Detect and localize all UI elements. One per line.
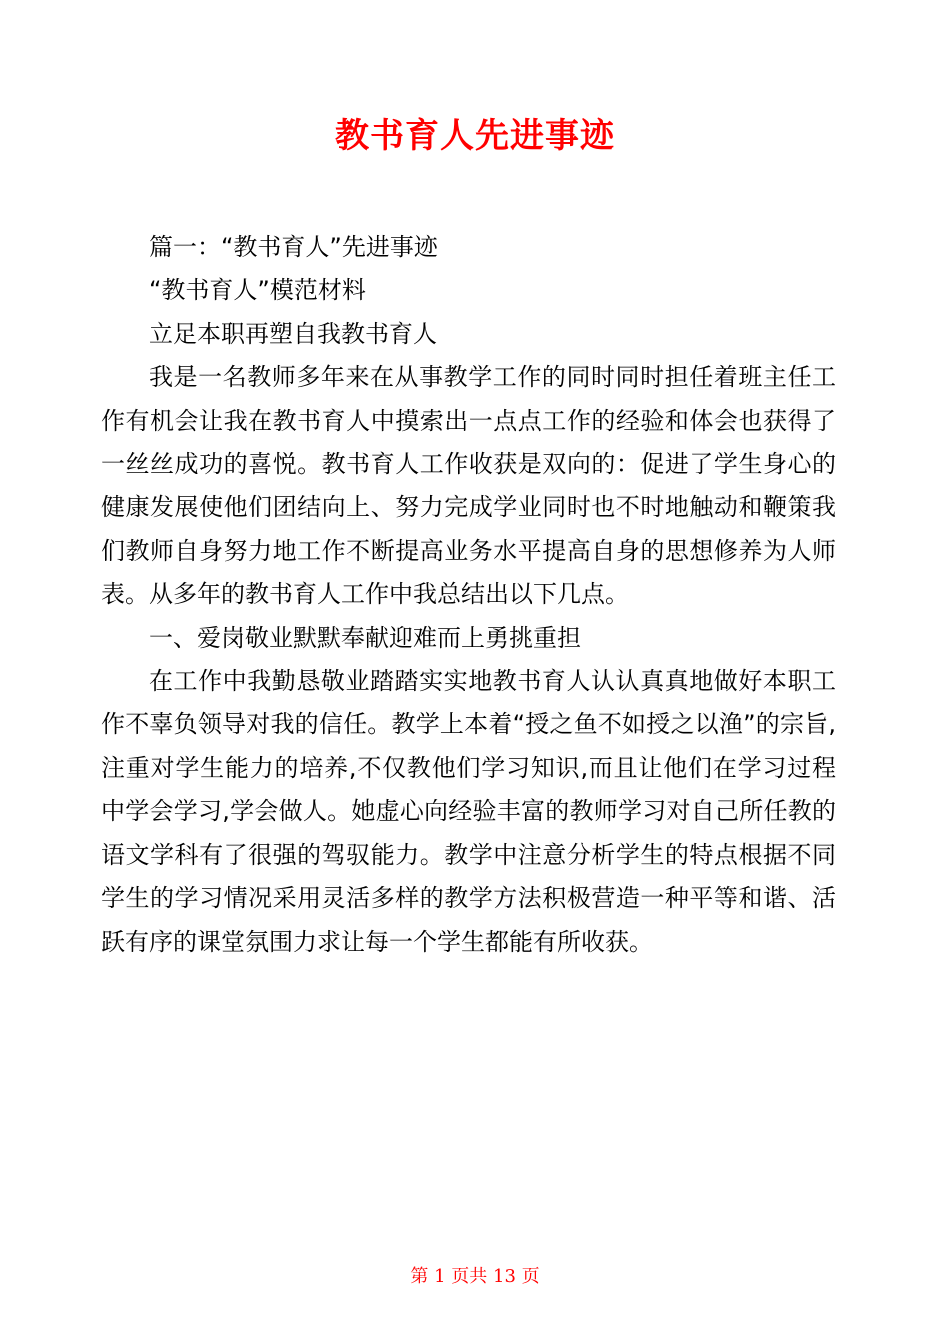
body-paragraph: 在工作中我勤恳敬业踏踏实实地教书育人认认真真地做好本职工作不辜负领导对我的信任。教学上本着“授之鱼不如授之以渔”的宗旨,注重对学生能力的培养,不仅教他们学习知识,而且让他们在学习过程中学会学习,学会做人。她虚心向经验丰富的教师学习对自己所任教的语文学科有了很强的驾驭能力。教学中注意分析学生的特点根据不同学生的学习情况采用灵活多样的教学方法积极营造一种平等和谐、活跃有序的课堂氛围力求让每一个学生都能有所收获。 <box>101 667 836 956</box>
page-number: 第 1 页共 13 页 <box>410 1266 540 1287</box>
document-body <box>101 226 836 964</box>
point-heading: 一、爱岗敬业默默奉献迎难而上勇挑重担 <box>149 623 581 652</box>
section-heading: 篇一：“教书育人”先进事迹 <box>149 233 438 261</box>
body-paragraph: 我是一名教师多年来在从事教学工作的同时同时担任着班主任工作有机会让我在教书育人中摸索出一点点工作的经验和体会也获得了一丝丝成功的喜悦。教书育人工作收获是双向的：促进了学生身心的健康发展使他们团结向上、努力完成学业同时也不时地触动和鞭策我们教师自身努力地工作不断提高业务水平提高自身的思想修养为人师表。从多年的教书育人工作中我总结出以下几点。 <box>101 363 836 609</box>
document-title: 教书育人先进事迹 <box>335 116 615 156</box>
subtitle: “教书育人”模范材料 <box>149 276 366 305</box>
essay-title: 立足本职再塑自我教书育人 <box>149 319 437 348</box>
